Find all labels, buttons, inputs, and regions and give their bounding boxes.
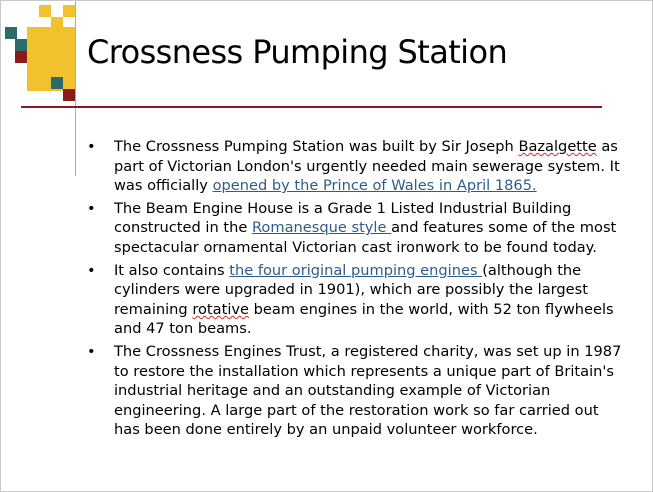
link-opening[interactable]: opened by the Prince of Wales in April 1865.: [212, 177, 537, 195]
square-maroon: [15, 51, 27, 63]
bullet-item: • The Crossness Pumping Station was built by Sir Joseph Bazalgette as part of Victorian London's urgently needed main sewerage system. It was officially opened by the Prince of Wales in April 1865.: [87, 138, 620, 195]
vertical-rule: [75, 1, 76, 176]
bullet-item: • The Beam Engine House is a Grade 1 Listed Industrial Building constructed in the Romanesque style and features some of the most spectacular ornamental Victorian cast ironwork to be found today.: [87, 199, 617, 256]
square-yellow: [39, 5, 51, 17]
bullet-item: • The Crossness Engines Trust, a registered charity, was set up in 1987 to restore the installation which represents a unique part of Britain's industrial heritage and an outstanding example of Victorian engineering. A large part of the restoration work so far carried out has been done entirely by an unpaid volunteer workforce.: [87, 342, 622, 439]
bullet-icon: •: [87, 199, 96, 217]
bullet-icon: •: [87, 342, 96, 360]
square-teal: [15, 39, 27, 51]
bullet-icon: •: [87, 138, 96, 155]
link-romanesque-style[interactable]: Romanesque style: [251, 219, 392, 237]
square-maroon: [63, 89, 75, 101]
bullet-item: • It also contains the four original pumping engines (although the cylinders were upgraded in 1901), which are possibly the largest remaining rotative beam engines in the world, with 52 ton flywheels and 47 ton beams.: [87, 261, 614, 338]
bullet-icon: •: [87, 261, 96, 279]
square-teal: [5, 27, 17, 39]
title-underline-rule: [21, 106, 602, 108]
slide-title: Crossness Pumping Station: [87, 33, 508, 71]
bullet-list: [87, 137, 627, 443]
misspelled-word: Bazalgette: [518, 138, 597, 155]
misspelled-word: rotative: [192, 300, 249, 318]
square-teal: [51, 77, 63, 89]
link-pumping-engines[interactable]: the four original pumping engines: [229, 261, 483, 279]
square-yellow: [63, 5, 75, 17]
